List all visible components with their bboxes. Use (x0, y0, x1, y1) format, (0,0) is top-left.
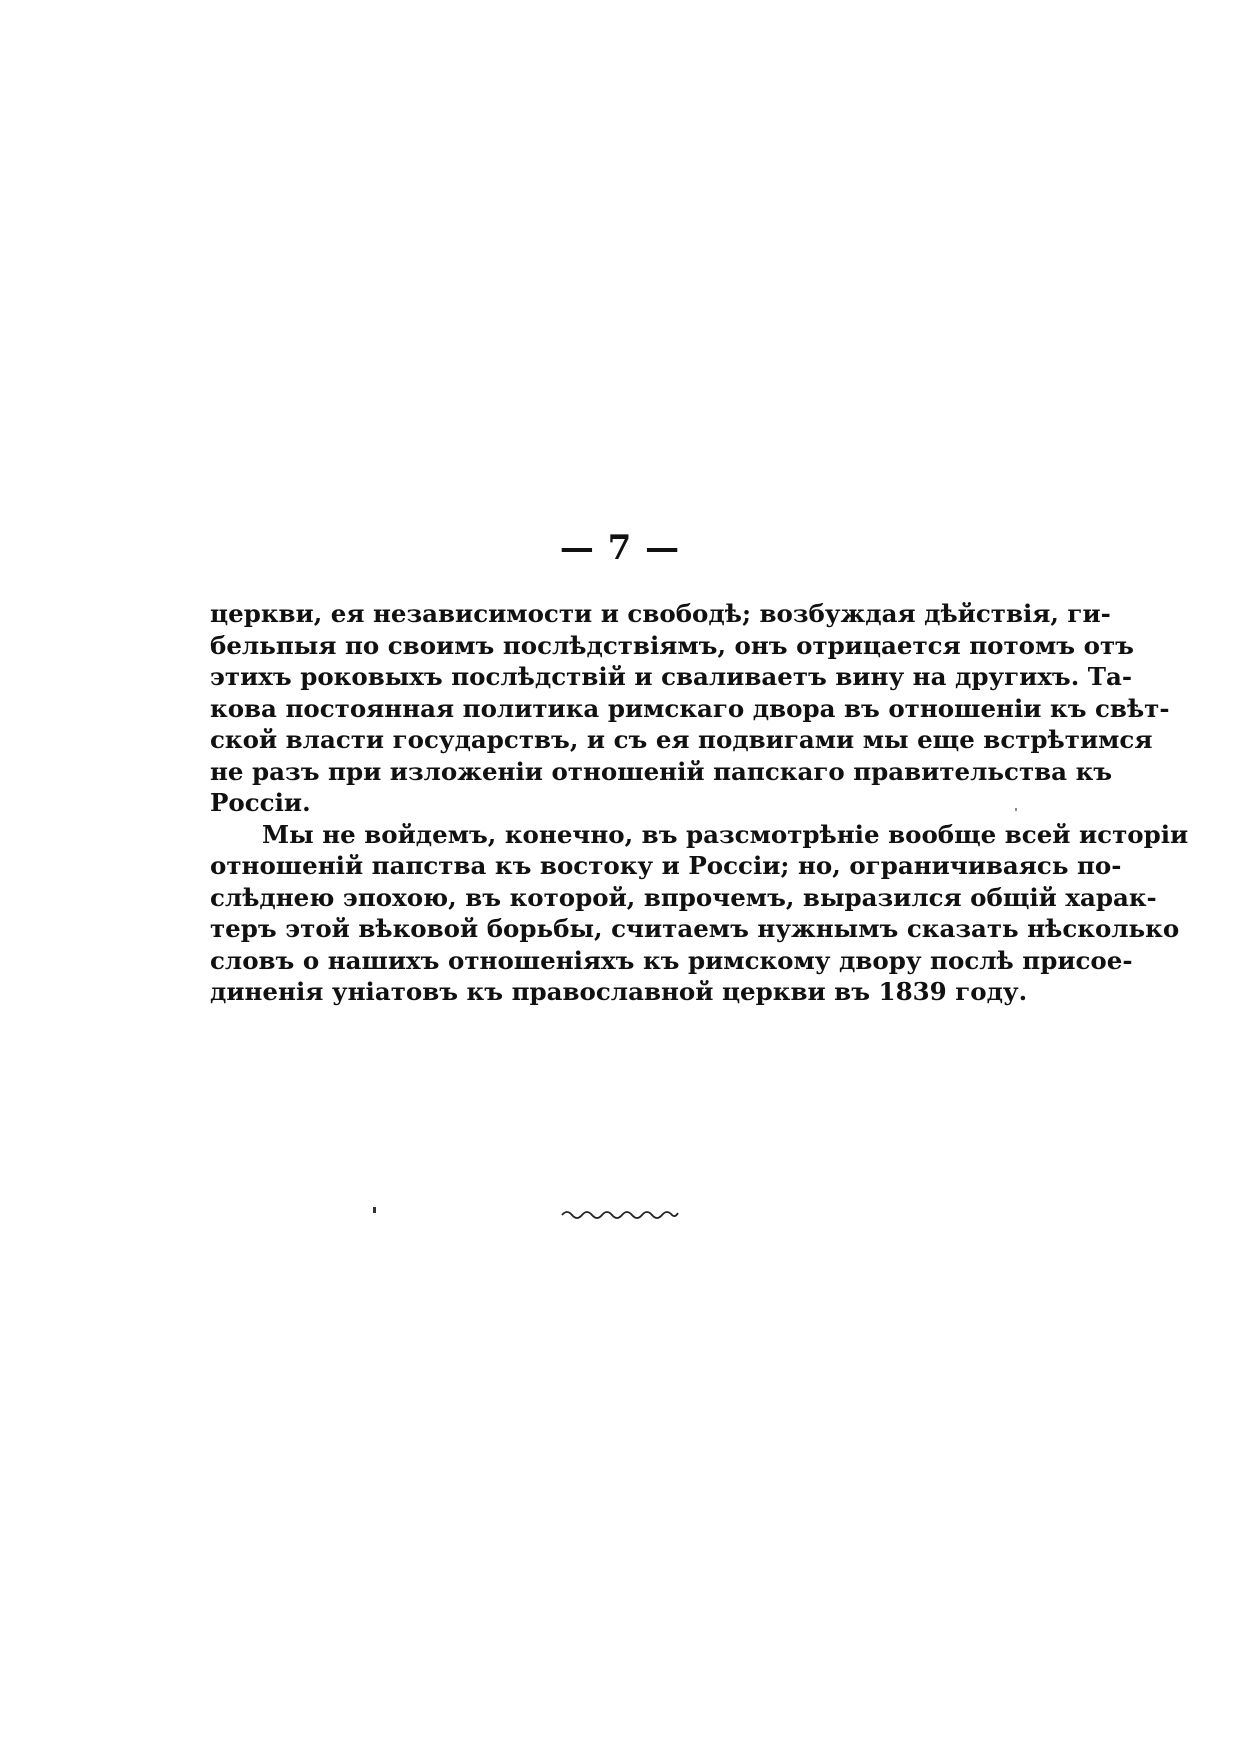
text-line: ской власти государствъ, и съ ея подвигами мы еще встрѣтимся (210, 725, 1153, 754)
text-line: этихъ роковыхъ послѣдствій и сваливаетъ вину на другихъ. Та- (210, 662, 1133, 691)
wavy-ornament-divider (560, 1206, 680, 1220)
text-line: не разъ при изложеніи отношеній папскаго правительства къ (210, 756, 1113, 786)
text-line: Мы не войдемъ, конечно, въ разсмотрѣніе вообще всей исторіи (262, 819, 1189, 849)
page-number: — 7 — (559, 528, 681, 568)
print-speck (1015, 808, 1017, 811)
text-line: кова постоянная политика римскаго двора въ отношеніи къ свѣт- (210, 693, 1170, 723)
text-line: Россіи. (210, 788, 311, 817)
text-line: бельпыя по своимъ послѣдствіямъ, онъ отрицается потомъ отъ (210, 630, 1134, 660)
text-line: диненія уніатовъ къ православной церкви въ 1839 году. (210, 977, 1028, 1006)
text-line: теръ этой вѣковой борьбы, считаемъ нужнымъ сказать нѣсколько (210, 914, 1180, 943)
text-line: словъ о нашихъ отношеніяхъ къ римскому двору послѣ присое- (210, 945, 1133, 975)
text-line: отношеній папства къ востоку и Россіи; но, ограничиваясь по- (210, 851, 1122, 880)
print-speck (373, 1207, 376, 1213)
body-text (210, 598, 1189, 1008)
text-line: слѣднею эпохою, въ которой, впрочемъ, выразился общій харак- (210, 882, 1157, 912)
text-line: церкви, ея независимости и свободѣ; возбуждая дѣйствія, ги- (210, 599, 1111, 628)
